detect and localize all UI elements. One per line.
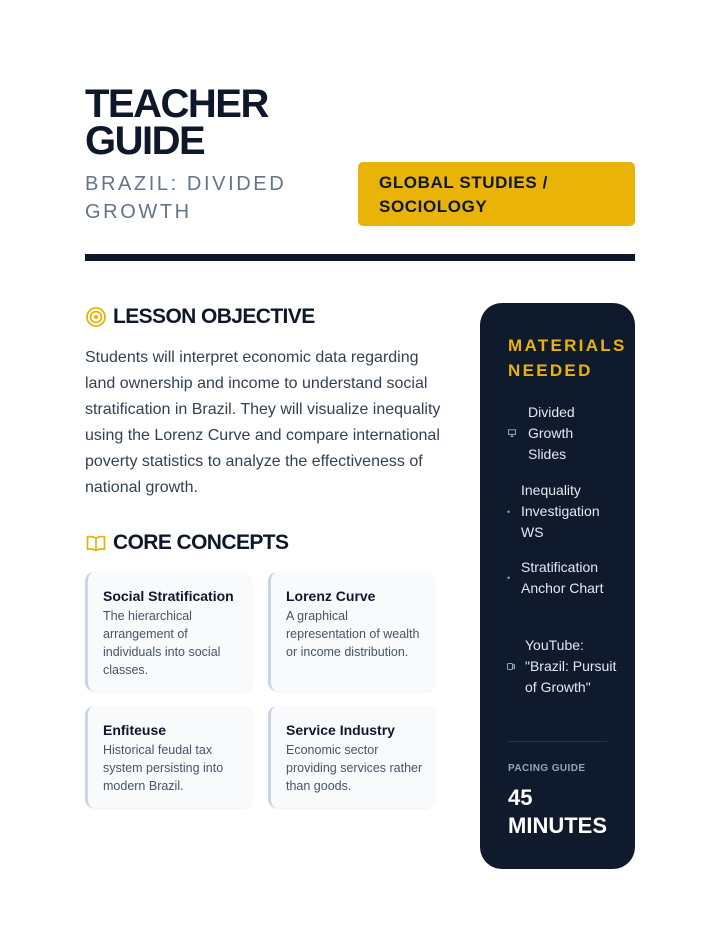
open-book-icon — [85, 532, 107, 554]
concept-definition: A graphical representation of wealth or income distribution. — [286, 609, 420, 659]
concept-definition: Historical feudal tax system persisting into modern Brazil. — [103, 743, 224, 793]
concept-term: Lorenz Curve — [286, 588, 376, 604]
pacing-guide-value: 45 MINUTES — [508, 785, 607, 838]
core-concepts-heading-text: CORE CONCEPTS — [113, 531, 289, 554]
title-line-2: GUIDE — [85, 119, 205, 163]
lesson-objective-heading-text: LESSON OBJECTIVE — [113, 305, 315, 328]
concept-term: Enfiteuse — [103, 722, 167, 738]
material-item — [507, 480, 616, 543]
concept-card-lorenz-curve — [268, 572, 435, 691]
concept-definition: Economic sector providing services rather than goods. — [286, 743, 423, 793]
header-divider — [85, 254, 635, 261]
material-item — [508, 402, 608, 465]
concept-card-social-stratification — [85, 572, 252, 691]
material-item — [507, 557, 616, 599]
lesson-objective-text: Students will interpret economic data regarding land ownership and income to understand social stratification in Brazil. They will visualize inequality using the Lorenz Curve and compare international poverty statistics to analyze the effectiveness of national growth. — [85, 349, 441, 496]
concept-card-enfiteuse — [85, 706, 252, 808]
material-label: YouTube: "Brazil: Pursuit of Growth" — [525, 637, 617, 695]
page-title — [85, 82, 268, 163]
materials-divider — [508, 741, 607, 742]
material-label: Stratification Anchor Chart — [521, 559, 604, 596]
video-icon — [507, 662, 519, 672]
materials-heading: MATERIALS NEEDED — [508, 336, 627, 380]
concept-definition: The hierarchical arrangement of individuals into social classes. — [103, 609, 221, 677]
pacing-guide-label: PACING GUIDE — [508, 763, 586, 774]
concept-card-service-industry — [268, 706, 435, 808]
concept-term: Social Stratification — [103, 588, 234, 604]
material-label: Divided Growth Slides — [528, 404, 575, 462]
lesson-objective-heading — [85, 305, 315, 329]
subject-badge: GLOBAL STUDIES / SOCIOLOGY — [358, 162, 635, 226]
dot-icon: • — [507, 573, 511, 583]
lesson-subtitle: BRAZIL: DIVIDED GROWTH — [85, 173, 287, 223]
title-line-1: TEACHER — [85, 82, 268, 126]
dot-icon: • — [507, 506, 511, 517]
core-concepts-heading — [85, 531, 288, 555]
presentation-icon — [508, 429, 520, 439]
material-label: Inequality Investigation WS — [521, 482, 600, 540]
material-item — [507, 635, 620, 698]
materials-panel — [480, 303, 635, 869]
concept-term: Service Industry — [286, 722, 395, 738]
target-icon — [85, 306, 107, 328]
